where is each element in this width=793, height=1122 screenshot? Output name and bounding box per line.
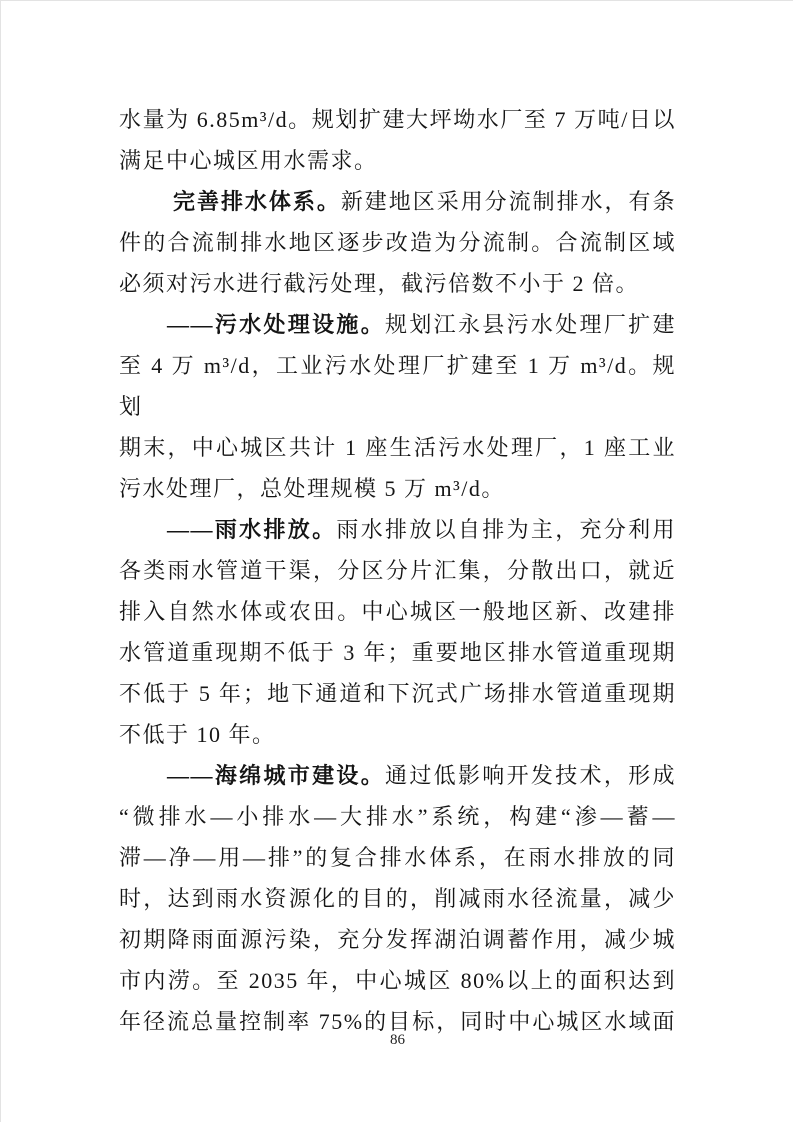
text-line <box>119 427 676 468</box>
line-text: 时，达到雨水资源化的目的，削减雨水径流量，减少 <box>119 886 676 911</box>
line-text: 通过低影响开发技术，形成 <box>385 763 676 788</box>
text-line <box>119 468 676 509</box>
line-text: “微排水—小排水—大排水”系统，构建“渗—蓄— <box>119 804 676 829</box>
para-water-supply-continuation <box>119 99 676 181</box>
text-line <box>119 140 676 181</box>
line-text: 必须对污水进行截污处理，截污倍数不小于 2 倍。 <box>119 271 640 296</box>
text-line <box>119 263 676 304</box>
para-sewage-treatment-facilities <box>119 304 676 509</box>
text-line <box>119 181 676 222</box>
text-line <box>119 345 676 427</box>
line-text: 新建地区采用分流制排水，有条 <box>340 189 676 214</box>
line-text: 期末，中心城区共计 1 座生活污水处理厂，1 座工业 <box>119 435 676 460</box>
text-line <box>119 509 676 550</box>
line-text: 水量为 6.85m³/d。规划扩建大坪坳水厂至 7 万吨/日以 <box>119 107 676 132</box>
text-line <box>119 755 676 796</box>
line-text: 各类雨水管道干渠，分区分片汇集，分散出口，就近 <box>119 558 676 583</box>
line-text: 污水处理厂，总处理规模 5 万 m³/d。 <box>119 476 505 501</box>
text-line <box>119 960 676 1001</box>
line-text: 不低于 5 年；地下通道和下沉式广场排水管道重现期 <box>119 681 676 706</box>
para-sponge-city-construction <box>119 755 676 1042</box>
text-line <box>119 632 676 673</box>
line-text: 不低于 10 年。 <box>119 722 276 747</box>
text-line <box>119 550 676 591</box>
text-line <box>119 591 676 632</box>
text-line <box>119 304 676 345</box>
para-drainage-system <box>119 181 676 304</box>
line-text: 滞—净—用—排”的复合排水体系，在雨水排放的同 <box>119 845 676 870</box>
text-line <box>119 796 676 837</box>
line-text: 年径流总量控制率 75%的目标，同时中心城区水域面 <box>119 1009 676 1034</box>
line-text: 排入自然水体或农田。中心城区一般地区新、改建排 <box>119 599 676 624</box>
text-line <box>119 919 676 960</box>
text-line <box>119 837 676 878</box>
page-footer <box>119 1032 676 1049</box>
body-text <box>119 99 676 1042</box>
line-text: 雨水排放以自排为主，充分利用 <box>336 517 676 542</box>
para-rainwater-discharge <box>119 509 676 755</box>
bold-lead-in: ——雨水排放。 <box>167 517 337 542</box>
line-text: 满足中心城区用水需求。 <box>119 148 378 173</box>
bold-lead-in: ——污水处理设施。 <box>167 312 386 337</box>
page-number: 86 <box>390 1032 405 1048</box>
line-text: 市内涝。至 2035 年，中心城区 80%以上的面积达到 <box>119 968 676 993</box>
line-text: 初期降雨面源污染，充分发挥湖泊调蓄作用，减少城 <box>119 927 676 952</box>
text-line <box>119 673 676 714</box>
text-line <box>119 878 676 919</box>
bold-lead-in: 完善排水体系。 <box>173 189 341 214</box>
text-line <box>119 222 676 263</box>
line-text: 件的合流制排水地区逐步改造为分流制。合流制区域 <box>119 230 676 255</box>
text-line <box>119 99 676 140</box>
text-line <box>119 714 676 755</box>
line-text: 至 4 万 m³/d，工业污水处理厂扩建至 1 万 m³/d。规划 <box>119 353 676 419</box>
bold-lead-in: ——海绵城市建设。 <box>167 763 386 788</box>
line-text: 水管道重现期不低于 3 年；重要地区排水管道重现期 <box>119 640 676 665</box>
line-text: 规划江永县污水处理厂扩建 <box>385 312 676 337</box>
